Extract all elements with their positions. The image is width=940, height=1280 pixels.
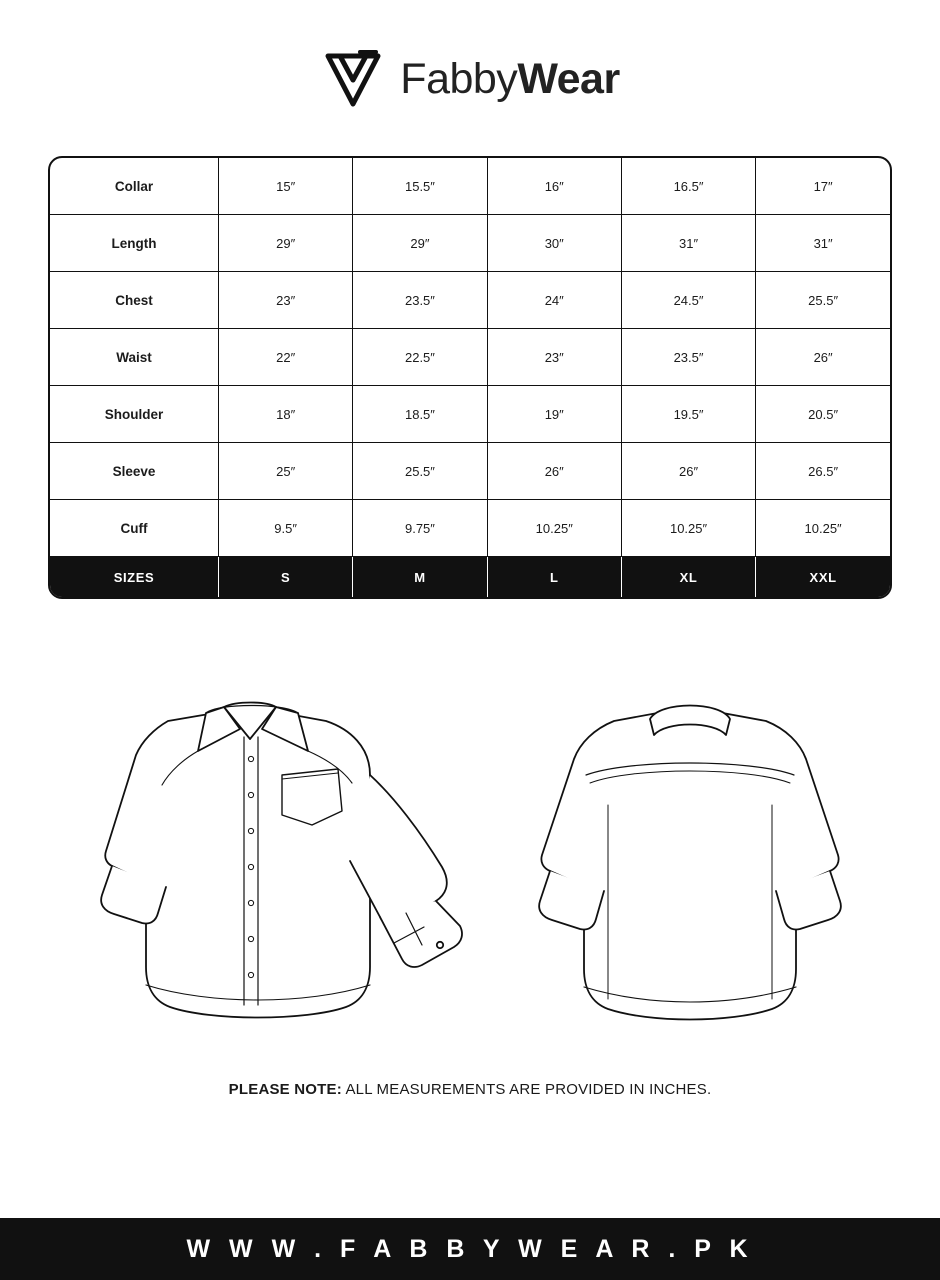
cell-length-xxl: 31″ (756, 215, 890, 272)
footer-bar (0, 1218, 940, 1280)
cell-cuff-xxl: 10.25″ (756, 500, 890, 557)
brand-name-light: Fabby (400, 54, 518, 103)
cell-cuff-m: 9.75″ (353, 500, 487, 557)
brand-wordmark (400, 54, 620, 103)
table-row (50, 158, 890, 215)
cell-cuff-xl: 10.25″ (621, 500, 755, 557)
website-url[interactable]: W W W . F A B B Y W E A R . P K (186, 1234, 754, 1263)
cell-chest-l: 24″ (487, 272, 621, 329)
header-size-m: M (353, 557, 487, 598)
header-size-xl: XL (621, 557, 755, 598)
shirt-back-illustration (490, 655, 890, 1055)
header-size-s: S (219, 557, 353, 598)
table-row (50, 500, 890, 557)
cell-collar-s: 15″ (219, 158, 353, 215)
size-chart-table (48, 156, 892, 599)
header-sizes: SIZES (50, 557, 219, 598)
row-label-shoulder: Shoulder (50, 386, 219, 443)
cell-collar-xl: 16.5″ (621, 158, 755, 215)
cell-waist-s: 22″ (219, 329, 353, 386)
note-label: PLEASE NOTE: (228, 1081, 342, 1098)
cell-collar-xxl: 17″ (756, 158, 890, 215)
cell-waist-xxl: 26″ (756, 329, 890, 386)
cell-length-m: 29″ (353, 215, 487, 272)
cell-sleeve-xl: 26″ (621, 443, 755, 500)
note-text: ALL MEASUREMENTS ARE PROVIDED IN INCHES. (341, 1081, 712, 1098)
row-label-length: Length (50, 215, 219, 272)
cell-length-l: 30″ (487, 215, 621, 272)
row-label-collar: Collar (50, 158, 219, 215)
table-sizes-header-row (50, 557, 890, 598)
cell-shoulder-xxl: 20.5″ (756, 386, 890, 443)
cell-collar-l: 16″ (487, 158, 621, 215)
cell-shoulder-m: 18.5″ (353, 386, 487, 443)
cell-chest-s: 23″ (219, 272, 353, 329)
cell-sleeve-l: 26″ (487, 443, 621, 500)
cell-waist-l: 23″ (487, 329, 621, 386)
header-size-l: L (487, 557, 621, 598)
cell-shoulder-xl: 19.5″ (621, 386, 755, 443)
cell-chest-xxl: 25.5″ (756, 272, 890, 329)
cell-collar-m: 15.5″ (353, 158, 487, 215)
row-label-chest: Chest (50, 272, 219, 329)
fabbywear-monogram-icon (320, 46, 386, 112)
shirt-front-illustration (50, 655, 480, 1055)
cell-sleeve-s: 25″ (219, 443, 353, 500)
row-label-cuff: Cuff (50, 500, 219, 557)
cell-sleeve-xxl: 26.5″ (756, 443, 890, 500)
shirt-illustrations (0, 655, 940, 1055)
table-row (50, 329, 890, 386)
cell-length-s: 29″ (219, 215, 353, 272)
table-row (50, 272, 890, 329)
cell-chest-xl: 24.5″ (621, 272, 755, 329)
cell-cuff-s: 9.5″ (219, 500, 353, 557)
cell-length-xl: 31″ (621, 215, 755, 272)
brand-header (0, 0, 940, 112)
table-row (50, 386, 890, 443)
cell-shoulder-s: 18″ (219, 386, 353, 443)
cell-shoulder-l: 19″ (487, 386, 621, 443)
cell-chest-m: 23.5″ (353, 272, 487, 329)
table-row (50, 215, 890, 272)
row-label-sleeve: Sleeve (50, 443, 219, 500)
row-label-waist: Waist (50, 329, 219, 386)
cell-waist-m: 22.5″ (353, 329, 487, 386)
cell-cuff-l: 10.25″ (487, 500, 621, 557)
cell-waist-xl: 23.5″ (621, 329, 755, 386)
header-size-xxl: XXL (756, 557, 890, 598)
brand-name-bold: Wear (517, 54, 620, 103)
cell-sleeve-m: 25.5″ (353, 443, 487, 500)
table-row (50, 443, 890, 500)
measurement-note (0, 1081, 940, 1098)
